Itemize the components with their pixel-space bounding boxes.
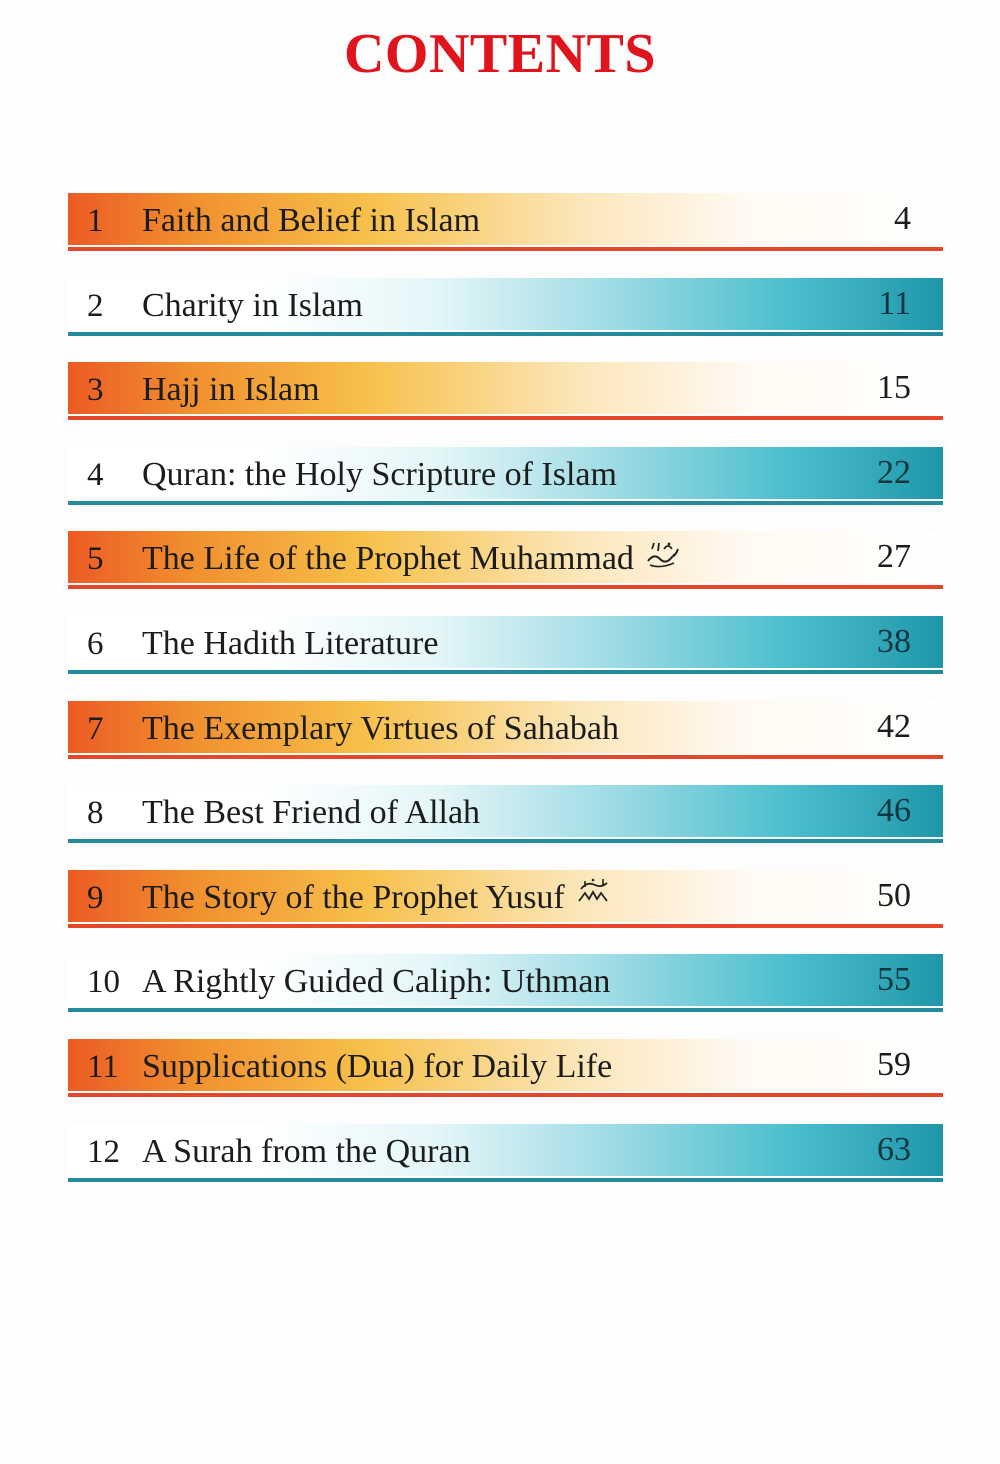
entry-page: 42 bbox=[877, 707, 911, 745]
entry-title: Faith and Belief in Islam bbox=[142, 202, 481, 239]
entry-title: Quran: the Holy Scripture of Islam bbox=[142, 455, 617, 493]
toc-entry-10[interactable] bbox=[68, 954, 943, 1012]
entry-page: 4 bbox=[894, 200, 911, 237]
entry-page: 11 bbox=[878, 284, 911, 322]
toc-entry-5[interactable] bbox=[68, 531, 943, 589]
entry-number: 4 bbox=[87, 456, 104, 493]
entry-page: 55 bbox=[877, 961, 911, 999]
entry-rule bbox=[68, 501, 943, 505]
entry-rule bbox=[68, 1008, 943, 1012]
entry-page: 46 bbox=[877, 792, 911, 830]
entry-rule bbox=[68, 247, 943, 251]
alayhis-salam-calligraphy-icon bbox=[575, 877, 615, 917]
toc-entry-3[interactable] bbox=[68, 362, 943, 420]
entry-number: 8 bbox=[87, 795, 104, 832]
entry-page: 50 bbox=[877, 876, 911, 914]
page-title: CONTENTS bbox=[343, 23, 657, 85]
toc-entry-1[interactable] bbox=[68, 193, 943, 251]
entry-page: 22 bbox=[877, 453, 911, 491]
entry-title: The Best Friend of Allah bbox=[142, 794, 481, 832]
toc-entry-2[interactable] bbox=[68, 278, 943, 336]
entry-rule bbox=[68, 924, 943, 928]
entry-page: 38 bbox=[877, 622, 911, 660]
entry-title: A Surah from the Quran bbox=[142, 1132, 471, 1170]
entry-number: 7 bbox=[87, 710, 104, 747]
toc-entry-8[interactable] bbox=[68, 785, 943, 843]
entry-number: 5 bbox=[87, 541, 104, 578]
entry-title: The Hadith Literature bbox=[142, 624, 439, 662]
entry-page: 59 bbox=[877, 1045, 911, 1083]
entry-number: 10 bbox=[87, 964, 120, 1001]
toc-entry-9[interactable] bbox=[68, 870, 943, 928]
entry-title: A Rightly Guided Caliph: Uthman bbox=[142, 963, 611, 1001]
entry-rule bbox=[68, 1178, 943, 1182]
entry-number: 6 bbox=[87, 625, 104, 662]
toc-entry-4[interactable] bbox=[68, 447, 943, 505]
entry-rule bbox=[68, 332, 943, 336]
entry-page: 27 bbox=[877, 538, 911, 576]
entry-number: 12 bbox=[87, 1133, 120, 1170]
entry-title: The Story of the Prophet Yusuf bbox=[142, 878, 565, 916]
salawat-calligraphy-icon bbox=[644, 539, 682, 579]
entry-number: 1 bbox=[87, 203, 104, 239]
entry-number: 11 bbox=[87, 1048, 119, 1085]
toc-entry-12[interactable] bbox=[68, 1124, 943, 1182]
toc-entry-11[interactable] bbox=[68, 1039, 943, 1097]
entry-number: 3 bbox=[87, 372, 104, 409]
entry-title-wrap bbox=[142, 539, 682, 579]
entry-number: 2 bbox=[87, 287, 104, 324]
entry-rule bbox=[68, 755, 943, 759]
entry-rule bbox=[68, 1093, 943, 1097]
entry-title: Supplications (Dua) for Daily Life bbox=[142, 1047, 613, 1085]
entry-title: The Life of the Prophet Muhammad bbox=[142, 540, 634, 578]
entry-rule bbox=[68, 839, 943, 843]
entry-rule bbox=[68, 585, 943, 589]
entry-rule bbox=[68, 670, 943, 674]
entry-title: Charity in Islam bbox=[142, 286, 363, 324]
toc-entry-7[interactable] bbox=[68, 701, 943, 759]
entry-number: 9 bbox=[87, 879, 104, 916]
entry-rule bbox=[68, 416, 943, 420]
entry-page: 15 bbox=[877, 369, 911, 407]
entry-title: The Exemplary Virtues of Sahabah bbox=[142, 709, 619, 747]
table-of-contents bbox=[68, 193, 943, 1208]
entry-title-wrap bbox=[142, 878, 615, 918]
entry-page: 63 bbox=[877, 1130, 911, 1168]
entry-title: Hajj in Islam bbox=[142, 371, 320, 409]
toc-entry-6[interactable] bbox=[68, 616, 943, 674]
